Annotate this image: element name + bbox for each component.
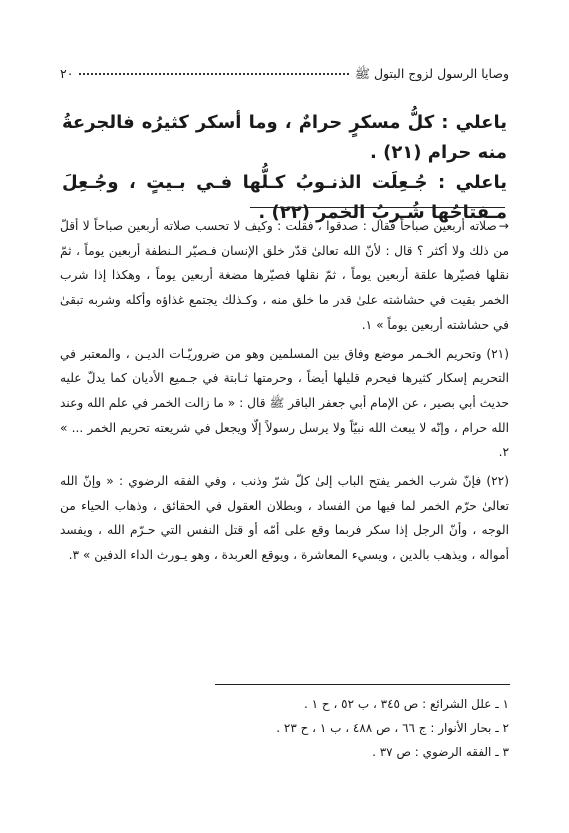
- note-continuation: [60, 214, 509, 338]
- running-header: [60, 66, 509, 85]
- footnote-ref-2: ٢ ـ بحار الأنوار : ج ٦٦ ، ص ٤٨٨ ، ب ١ ، ح ٢٣ .: [276, 721, 509, 735]
- header-leader-dots: [79, 73, 348, 75]
- hadith-21: ياعلي : كلُّ مسكرٍ حرامٌ ، وما أسكر كثيرُه فالجرعةُ منه حرام (٢١) .: [62, 112, 507, 163]
- header-title: وصايا الرسول لزوج البتول ﷺ: [354, 66, 509, 81]
- note-continuation-text: صلاته أربعين صباحاً فقال : صدقوا ، فقلت : وكيف لا تحسب صلاته أربعين صباحاً لا أقلّ من ذلك ولا أكثر ؟ قال : لأنّ الله تعالىٰ قدّر خلق الإنسان فـصيّر الـنطفة أربعين يوماً ، ثمّ نقلها فصيّرها علقة أربعين يوماً ، ثمّ نقلها فصيّرها مضغة أربعين يوماً ، وهكذا إذا شرب الخمر بقيت في حشاشته علىٰ قدر ما خلق منه ، وكـذلك يجتمع غذاؤه وأكله وشربه تبقىٰ في حشاشته أربعين يوماً » ١.: [60, 219, 509, 332]
- footnote-references: [60, 692, 509, 764]
- commentary-notes: [60, 214, 509, 572]
- notes-separator: [250, 207, 505, 208]
- note-22: (٢٢) فإنّ شرب الخمر يفتح الباب إلىٰ كلّ شرّ وذنب ، وفي الفقه الرضوي : « وإنّ الله تعالىٰ حرّم الخمر لما فيها من الفساد ، وبطلان العقول في الحقائق ، وذهاب الحياء من الوجه ، وأنّ الرجل إذا سكر فربما وقع على أمّه أو قتل النفس التي حـرّم الله ، ويفسد أمواله ، ويذهب بالدين ، ويسيء المعاشرة ، ويوقع العربدة ، وهو يـورث الداء الدفين » ٣.: [60, 474, 509, 563]
- note-21: (٢١) وتحريم الخـمر موضع وفاق بين المسلمين وهو من ضروريّـات الديـن ، والمعتبر في التحريم إسكار كثيرها فيحرم قليلها أيضاً ، وحرمتها ثـابتة في جـميع الأديان كما يدلّ عليه حديث أبي بصير ، عن الإمام أبي جعفر الباقر ﷺ قال : « ما زالت الخمر في علم الله وعند الله حرام ، وإنّه لا يبعث الله نبيّاً ولا يرسل رسولاً إلّا ويجعل في شريعته تحريم الخمر ... » ٢.: [60, 346, 509, 460]
- footnote-ref-3: ٣ ـ الفقه الرضوي : ص ٣٧ .: [372, 745, 509, 759]
- main-hadith-text: [62, 108, 507, 228]
- footnote-separator: [215, 684, 510, 685]
- continuation-arrow-icon: →: [498, 219, 509, 233]
- page-number: ٢٠: [60, 66, 74, 81]
- footnote-ref-1: ١ ـ علل الشرائع : ص ٣٤٥ ، ب ٥٢ ، ح ١ .: [303, 697, 509, 711]
- hadith-22: ياعلي : جُـعِلَت الذنـوبُ كـلُّها فـي بـيتٍ ، وجُـعِلَ مـفتاحُها شُـربُ الخمر (٢٢) .: [62, 172, 507, 223]
